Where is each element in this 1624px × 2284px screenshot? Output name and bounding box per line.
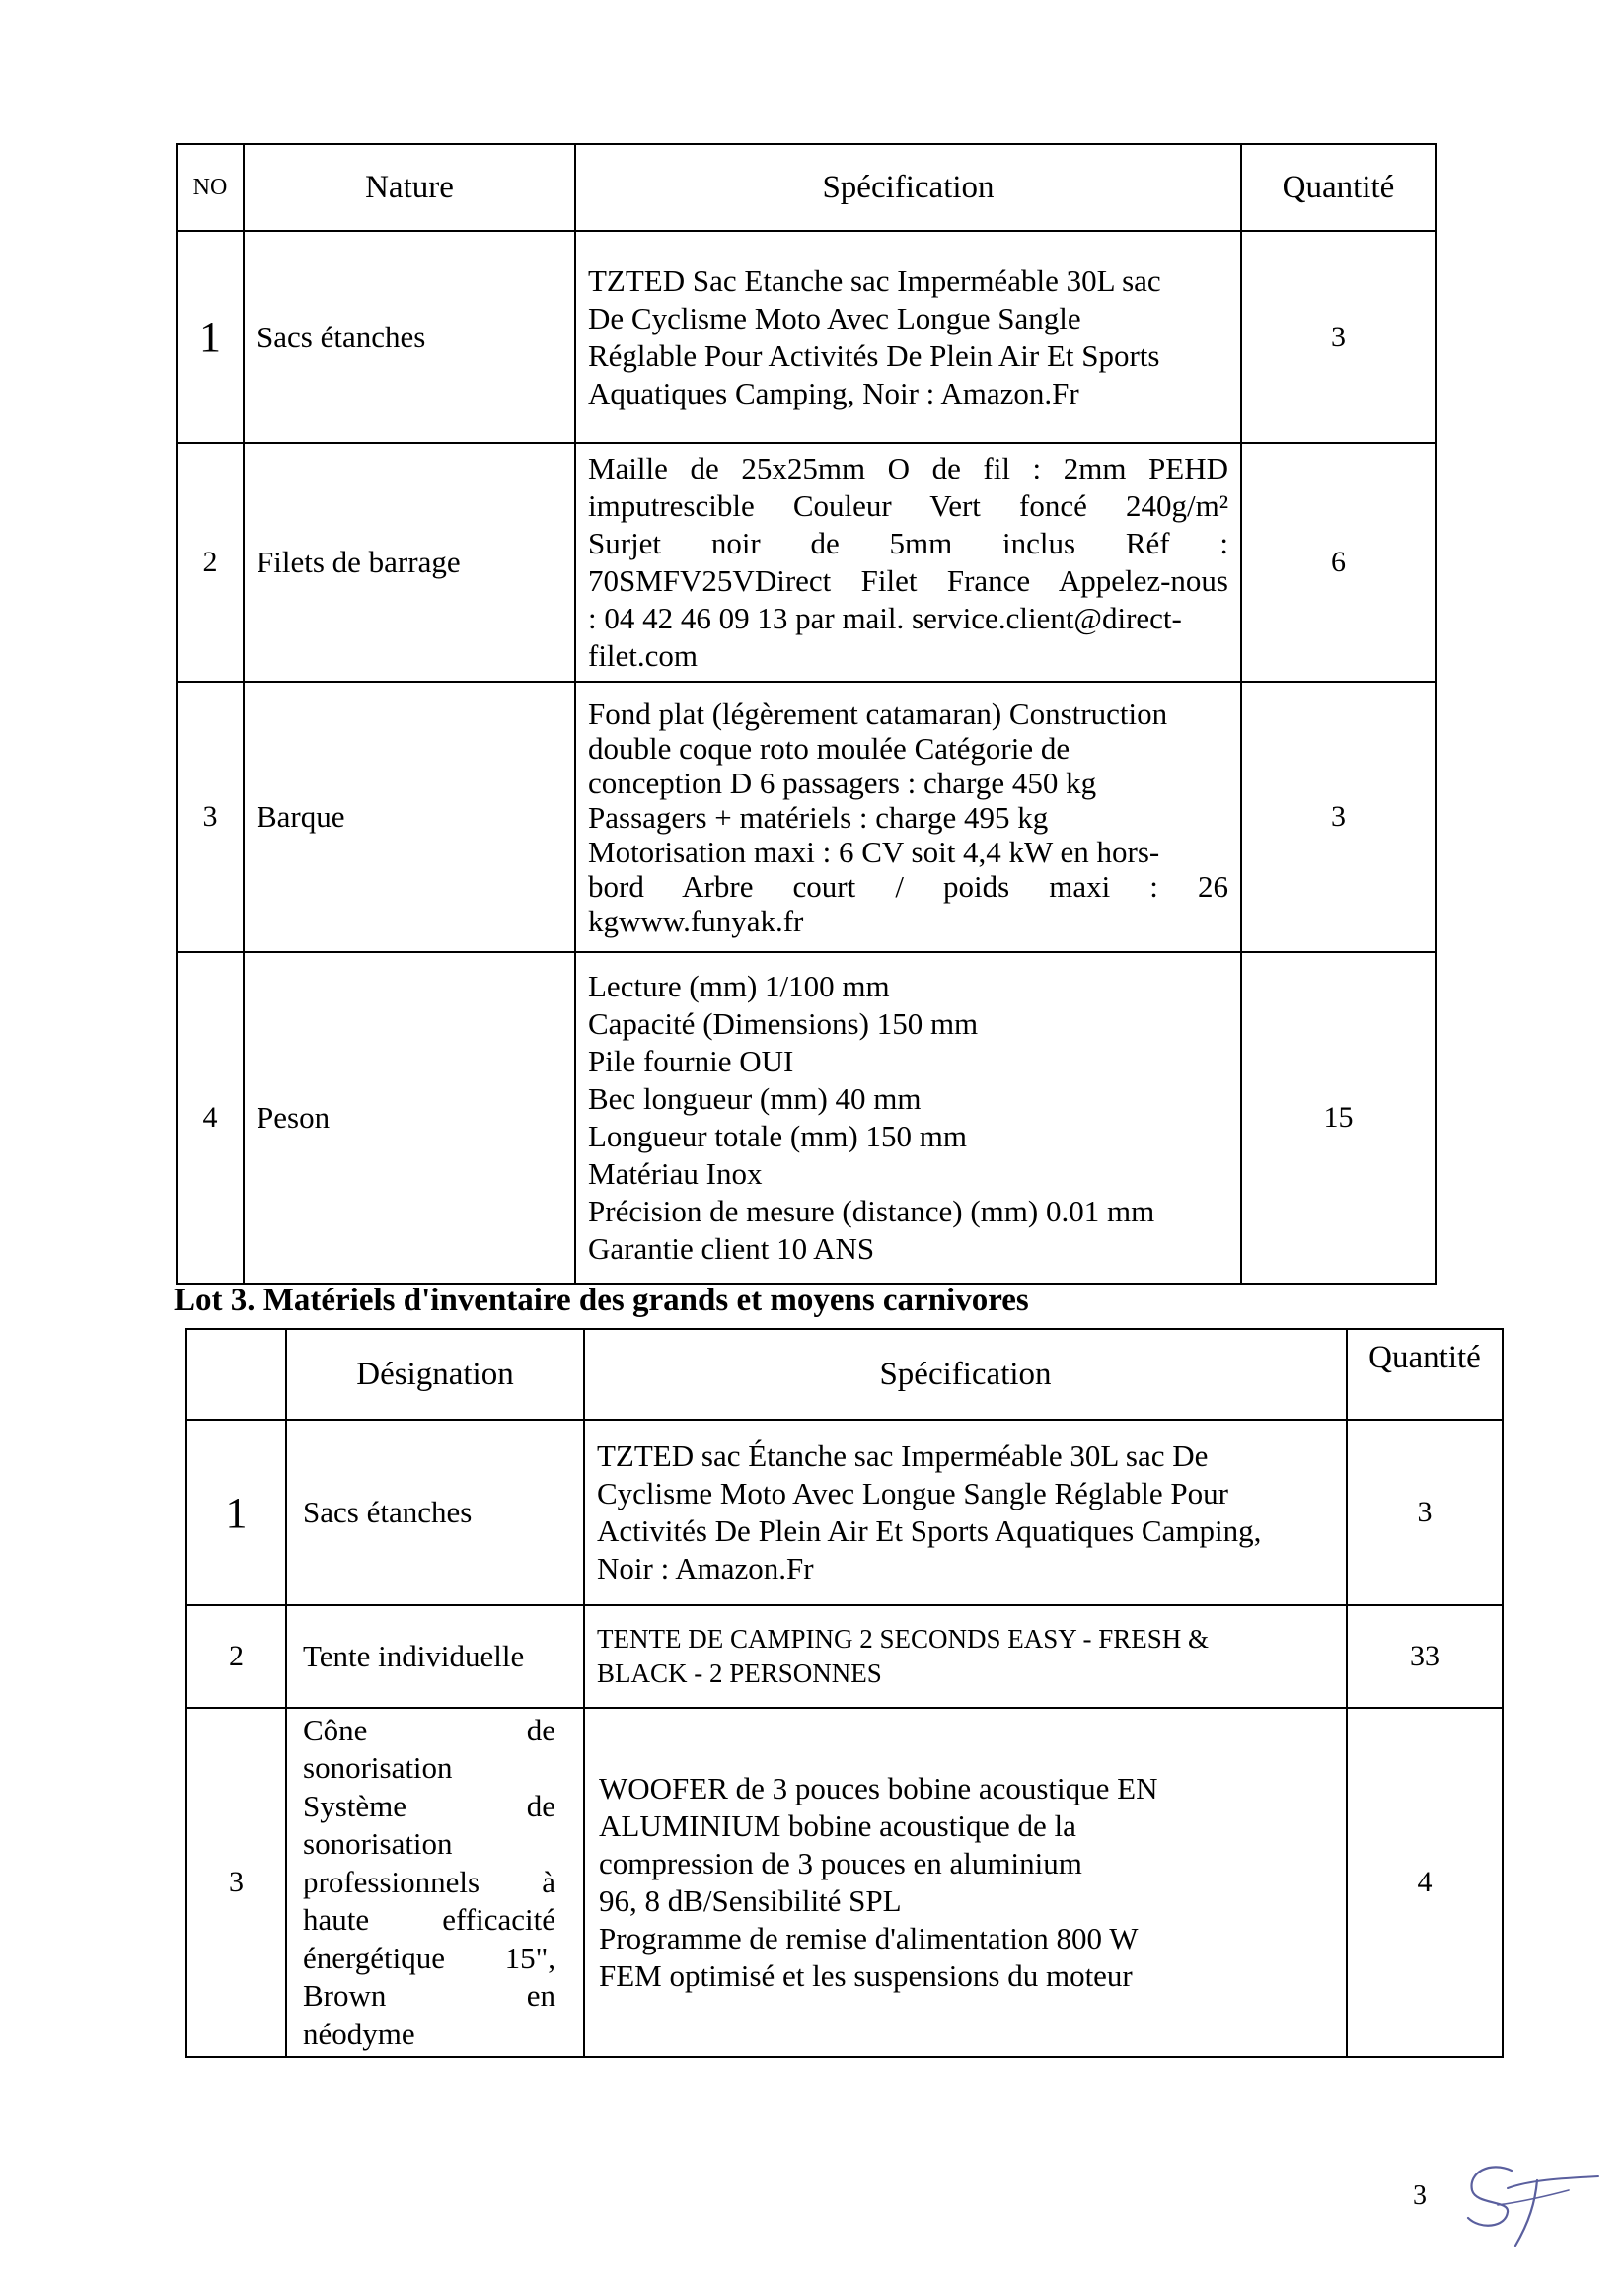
row-nature: Peson xyxy=(244,952,575,1284)
row-quantity: 4 xyxy=(1347,1708,1503,2057)
spec-line: Matériau Inox xyxy=(588,1156,763,1191)
spec-line: Programme de remise d'alimentation 800 W xyxy=(599,1921,1139,1955)
row-specification xyxy=(584,1605,1347,1708)
row-number: 3 xyxy=(186,1708,286,2057)
row-number: 2 xyxy=(177,443,244,682)
nature-line: Système de xyxy=(303,1788,555,1823)
table-row xyxy=(177,231,1436,443)
spec-line: Noir : Amazon.Fr xyxy=(597,1551,814,1585)
spec-line: imputrescible Couleur Vert foncé 240g/m² xyxy=(588,488,1228,523)
spec-line: Maille de 25x25mm O de fil : 2mm PEHD xyxy=(588,451,1228,485)
header-specification: Spécification xyxy=(575,144,1241,231)
row-nature: Tente individuelle xyxy=(286,1605,584,1708)
spec-line: Surjet noir de 5mm inclus Réf : xyxy=(588,526,1228,560)
spec-line: TENTE DE CAMPING 2 SECONDS EASY - FRESH & xyxy=(597,1624,1210,1654)
spec-line: compression de 3 pouces en aluminium xyxy=(599,1846,1082,1880)
row-nature: Barque xyxy=(244,682,575,952)
spec-line: TZTED sac Étanche sac Imperméable 30L sac De xyxy=(597,1438,1209,1473)
table-header-row xyxy=(177,144,1436,231)
signature-icon xyxy=(1450,2151,1618,2259)
header-designation: Désignation xyxy=(286,1329,584,1420)
spec-line: Motorisation maxi : 6 CV soit 4,4 kW en hors- xyxy=(588,834,1160,869)
spec-line: 96, 8 dB/Sensibilité SPL xyxy=(599,1883,902,1918)
lot-title: Lot 3. Matériels d'inventaire des grands et moyens carnivores xyxy=(174,1283,1029,1318)
header-no: NO xyxy=(177,144,244,231)
spec-line: Cyclisme Moto Avec Longue Sangle Réglable Pour xyxy=(597,1476,1228,1510)
row-specification xyxy=(575,682,1241,952)
spec-line: Fond plat (légèrement catamaran) Construction xyxy=(588,696,1168,731)
spec-line: filet.com xyxy=(588,638,699,673)
row-specification xyxy=(575,231,1241,443)
row-number: 3 xyxy=(177,682,244,952)
materials-table-2 xyxy=(185,1328,1504,2058)
spec-line: Aquatiques Camping, Noir : Amazon.Fr xyxy=(588,375,1079,410)
row-number: 1 xyxy=(177,231,244,443)
spec-line: BLACK - 2 PERSONNES xyxy=(597,1658,882,1688)
spec-line: Activités De Plein Air Et Sports Aquatiques Camping, xyxy=(597,1513,1262,1548)
row-specification xyxy=(575,952,1241,1284)
spec-line: FEM optimisé et les suspensions du moteur xyxy=(599,1958,1133,1993)
page-number: 3 xyxy=(1413,2180,1427,2211)
spec-line: ALUMINIUM bobine acoustique de la xyxy=(599,1808,1076,1843)
row-nature: Filets de barrage xyxy=(244,443,575,682)
row-specification xyxy=(575,443,1241,682)
nature-line: énergétique 15", xyxy=(303,1940,555,1975)
header-quantity: Quantité xyxy=(1347,1329,1503,1420)
spec-line: kgwww.funyak.fr xyxy=(588,903,804,938)
spec-line: WOOFER de 3 pouces bobine acoustique EN xyxy=(599,1771,1158,1805)
spec-line: De Cyclisme Moto Avec Longue Sangle xyxy=(588,300,1081,335)
spec-line: double coque roto moulée Catégorie de xyxy=(588,730,1070,766)
row-quantity: 15 xyxy=(1241,952,1436,1284)
spec-line: bord Arbre court / poids maxi : 26 xyxy=(588,868,1228,904)
table-header-row xyxy=(186,1329,1503,1420)
spec-line: Passagers + matériels : charge 495 kg xyxy=(588,799,1049,835)
materials-table-1 xyxy=(176,143,1437,1285)
row-nature xyxy=(286,1708,584,2057)
spec-line: Lecture (mm) 1/100 mm xyxy=(588,969,890,1003)
spec-line: Garantie client 10 ANS xyxy=(588,1231,875,1266)
spec-line: Réglable Pour Activités De Plein Air Et Sports xyxy=(588,337,1160,373)
table-row xyxy=(186,1708,1503,2057)
row-quantity: 3 xyxy=(1347,1420,1503,1605)
nature-line: Cône de xyxy=(303,1712,555,1747)
row-nature: Sacs étanches xyxy=(244,231,575,443)
row-quantity: 33 xyxy=(1347,1605,1503,1708)
row-specification xyxy=(584,1708,1347,2057)
spec-line: TZTED Sac Etanche sac Imperméable 30L sac xyxy=(588,262,1161,298)
header-nature: Nature xyxy=(244,144,575,231)
nature-line: néodyme xyxy=(303,2016,415,2051)
table-row xyxy=(177,952,1436,1284)
table-row xyxy=(177,682,1436,952)
row-specification xyxy=(584,1420,1347,1605)
table-row xyxy=(177,443,1436,682)
row-nature: Sacs étanches xyxy=(286,1420,584,1605)
row-number: 2 xyxy=(186,1605,286,1708)
row-quantity: 3 xyxy=(1241,231,1436,443)
header-specification: Spécification xyxy=(584,1329,1347,1420)
nature-line: sonorisation xyxy=(303,1826,453,1862)
spec-line: Précision de mesure (distance) (mm) 0.01 mm xyxy=(588,1194,1155,1228)
nature-line: Brown en xyxy=(303,1978,555,2014)
row-number: 1 xyxy=(186,1420,286,1605)
spec-line: Pile fournie OUI xyxy=(588,1044,794,1078)
row-quantity: 3 xyxy=(1241,682,1436,952)
spec-line: Capacité (Dimensions) 150 mm xyxy=(588,1006,979,1041)
spec-line: : 04 42 46 09 13 par mail. service.client@direct- xyxy=(588,601,1182,635)
header-no xyxy=(186,1329,286,1420)
header-quantity: Quantité xyxy=(1241,144,1436,231)
table-row xyxy=(186,1420,1503,1605)
spec-line: 70SMFV25VDirect Filet France Appelez-nous xyxy=(588,563,1228,598)
nature-line: professionnels à xyxy=(303,1864,555,1899)
row-quantity: 6 xyxy=(1241,443,1436,682)
spec-line: conception D 6 passagers : charge 450 kg xyxy=(588,765,1097,800)
nature-line: sonorisation xyxy=(303,1750,453,1786)
spec-line: Bec longueur (mm) 40 mm xyxy=(588,1081,922,1116)
spec-line: Longueur totale (mm) 150 mm xyxy=(588,1119,967,1153)
nature-line: haute efficacité xyxy=(303,1902,555,1938)
row-number: 4 xyxy=(177,952,244,1284)
table-row xyxy=(186,1605,1503,1708)
